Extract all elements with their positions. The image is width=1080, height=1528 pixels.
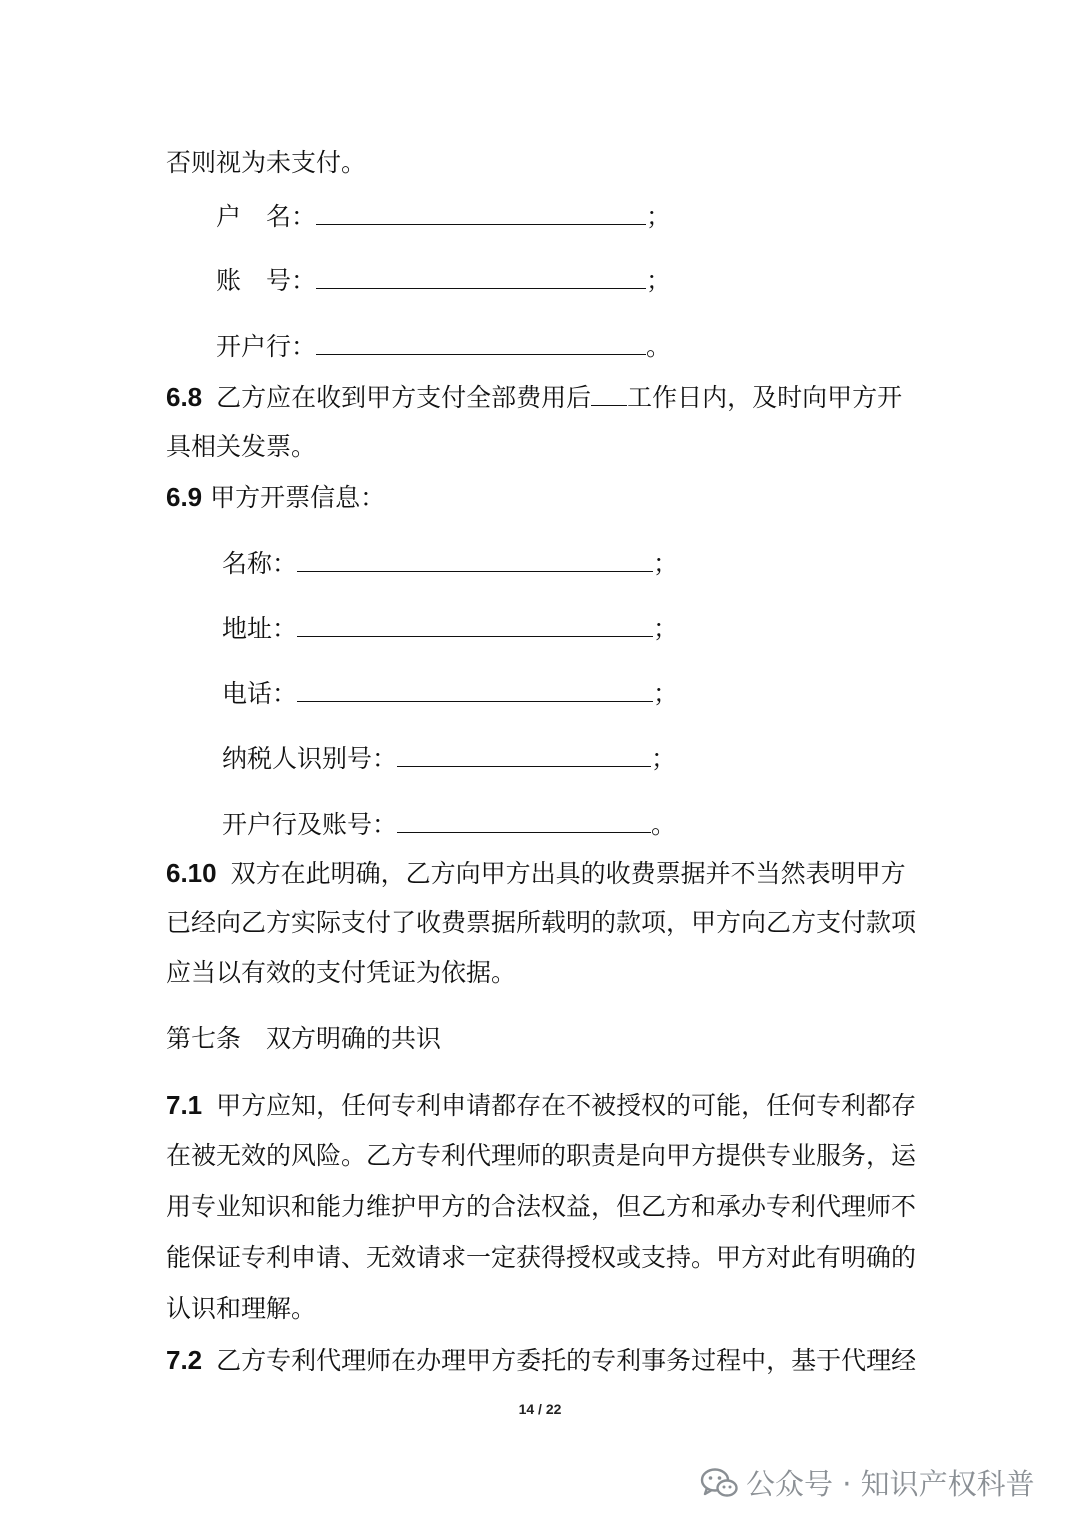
- clause-7-1: [166, 1090, 916, 1121]
- page-number: 14 / 22: [518, 1401, 562, 1417]
- clause-text: 工作日内，及时向甲方开: [627, 383, 903, 412]
- account-bank-field: [216, 332, 671, 362]
- clause-number: 6.8: [166, 382, 203, 412]
- wechat-icon: [700, 1467, 738, 1499]
- watermark-text: 公众号 · 知识产权科普: [746, 1467, 1035, 1501]
- blank-line: [397, 744, 651, 767]
- blank-line: [297, 614, 653, 637]
- blank-line: [316, 332, 646, 355]
- clause-6-8: [166, 382, 902, 413]
- field-label: 名称：: [222, 549, 298, 578]
- clause-number: 6.9: [166, 482, 203, 512]
- blank-line: [297, 679, 653, 702]
- blank-line: [591, 383, 627, 406]
- blank-line: [397, 810, 651, 833]
- article-7-heading: 第七条 双方明确的共识: [166, 1024, 442, 1053]
- field-end: ；: [646, 266, 672, 295]
- field-end: ；: [653, 679, 679, 708]
- clause-text: 甲方开票信息：: [210, 483, 386, 512]
- field-end: ；: [651, 744, 677, 773]
- field-label: 纳税人识别号：: [222, 744, 398, 773]
- clause-7-2: [166, 1345, 916, 1376]
- invoice-taxid-field: [222, 744, 676, 774]
- field-end: ；: [646, 202, 672, 231]
- blank-line: [297, 549, 653, 572]
- clause-text: 乙方应在收到甲方支付全部费用后: [216, 383, 592, 412]
- field-end: 。: [646, 332, 672, 361]
- clause-7-1-line5: 认识和理解。: [166, 1294, 317, 1323]
- clause-text: 双方在此明确，乙方向甲方出具的收费票据并不当然表明甲方: [230, 859, 906, 888]
- account-name-field: [216, 202, 671, 232]
- invoice-phone-field: [222, 679, 678, 709]
- field-label: 电话：: [222, 679, 298, 708]
- field-label: 地址：: [222, 614, 298, 643]
- clause-text: 甲方应知，任何专利申请都存在不被授权的可能，任何专利都存: [216, 1091, 917, 1120]
- clause-number: 7.1: [166, 1090, 203, 1120]
- clause-6-9: [166, 482, 385, 513]
- invoice-bank-field: [222, 810, 676, 840]
- clause-number: 7.2: [166, 1345, 203, 1375]
- field-end: ；: [653, 614, 679, 643]
- field-label: 户 名：: [216, 202, 317, 231]
- clause-6-10: [166, 858, 906, 889]
- field-label: 开户行：: [216, 332, 317, 361]
- clause-6-10-line3: 应当以有效的支付凭证为依据。: [166, 958, 517, 987]
- watermark: [700, 1462, 1035, 1503]
- clause-7-1-line3: 用专业知识和能力维护甲方的合法权益，但乙方和承办专利代理师不: [166, 1192, 917, 1221]
- account-number-field: [216, 266, 671, 296]
- blank-line: [316, 266, 646, 289]
- clause-6-8-line2: 具相关发票。: [166, 432, 317, 461]
- field-end: 。: [651, 810, 677, 839]
- clause-7-1-line4: 能保证专利申请、无效请求一定获得授权或支持。甲方对此有明确的: [166, 1243, 917, 1272]
- field-label: 开户行及账号：: [222, 810, 398, 839]
- field-end: ；: [653, 549, 679, 578]
- clause-6-10-line2: 已经向乙方实际支付了收费票据所载明的款项，甲方向乙方支付款项: [166, 908, 917, 937]
- field-label: 账 号：: [216, 266, 317, 295]
- invoice-name-field: [222, 549, 678, 579]
- intro-text: 否则视为未支付。: [166, 148, 367, 177]
- clause-number: 6.10: [166, 858, 217, 888]
- clause-7-1-line2: 在被无效的风险。乙方专利代理师的职责是向甲方提供专业服务，运: [166, 1141, 917, 1170]
- invoice-address-field: [222, 614, 678, 644]
- blank-line: [316, 202, 646, 225]
- clause-text: 乙方专利代理师在办理甲方委托的专利事务过程中，基于代理经: [216, 1346, 917, 1375]
